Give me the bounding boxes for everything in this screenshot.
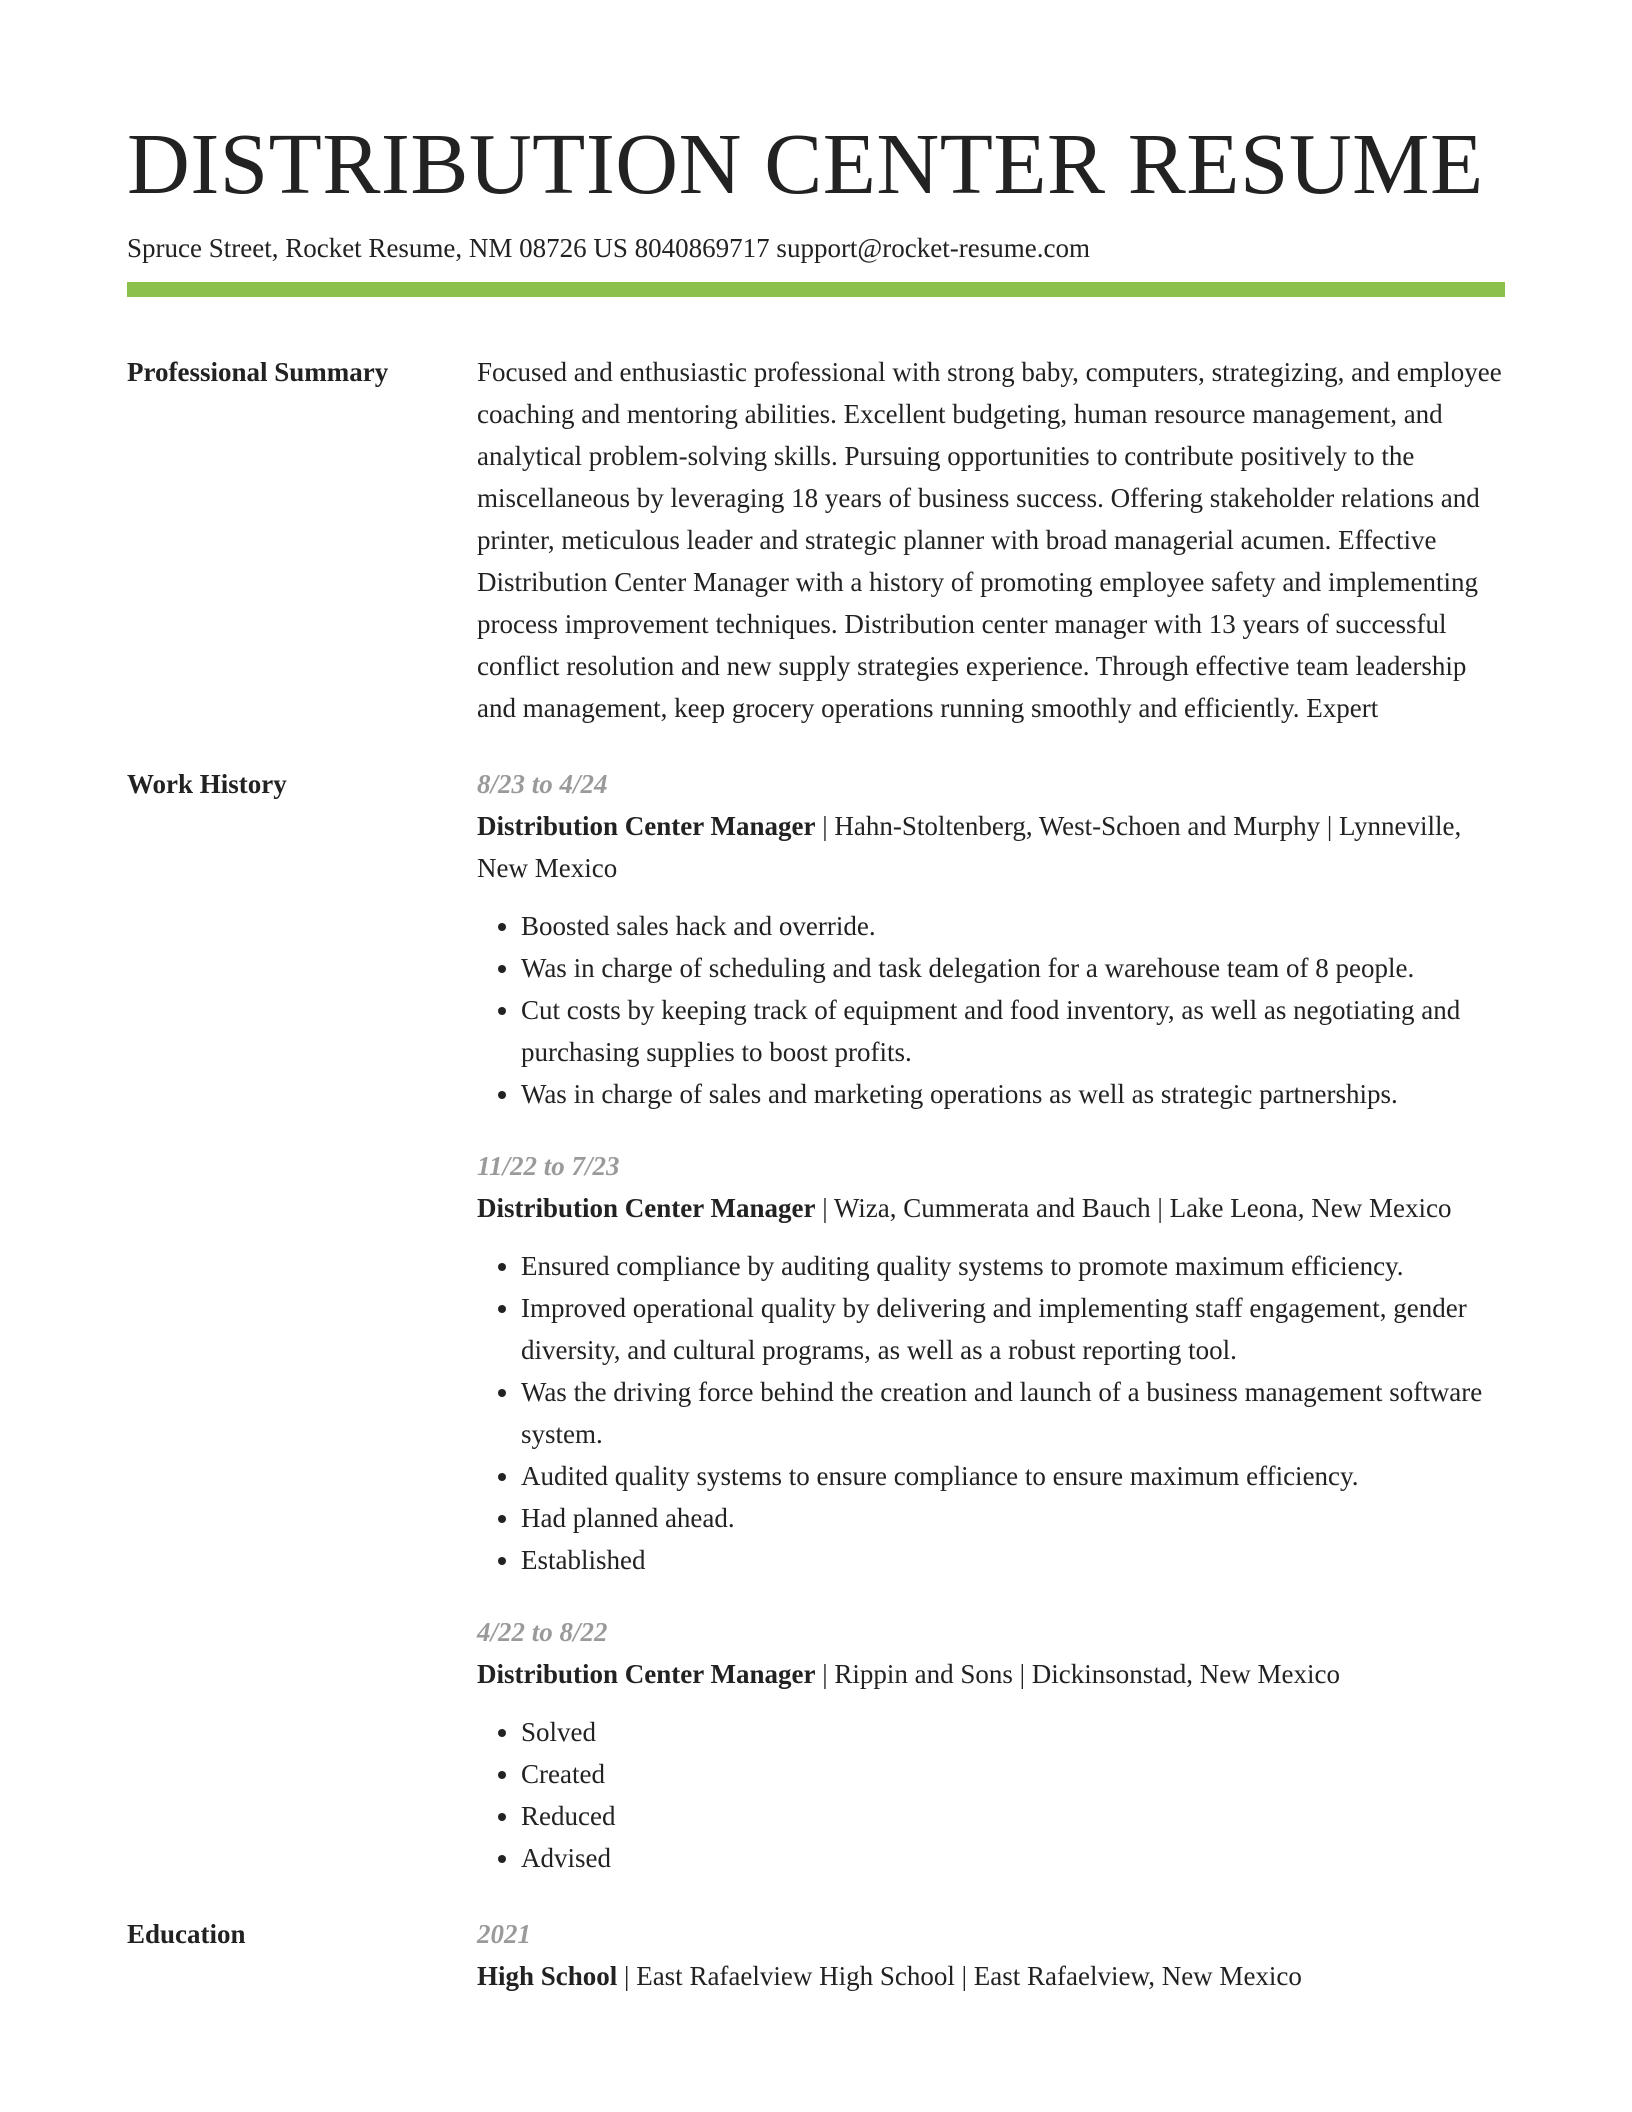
work-history-heading: Work History	[127, 769, 287, 800]
job-bullet: • Established	[521, 1539, 1505, 1581]
job-dates: 8/23 to 4/24	[477, 769, 608, 800]
job-bullet: • Reduced	[521, 1795, 1505, 1837]
job-employer-location: | Hahn-Stoltenberg, West-Schoen and Murphy | Lynneville, New Mexico	[477, 811, 1462, 884]
job-dates: 4/22 to 8/22	[477, 1617, 608, 1648]
job-bullet: • Solved	[521, 1711, 1505, 1753]
job-heading	[477, 1653, 1505, 1695]
job-dates: 11/22 to 7/23	[477, 1151, 620, 1182]
education-year: 2021	[477, 1919, 531, 1950]
job-bullet: • Was in charge of sales and marketing operations as well as strategic partnerships.	[521, 1073, 1505, 1115]
job-entry	[477, 1145, 1505, 1581]
job-entry	[477, 763, 1505, 1115]
work-history-section	[127, 763, 1505, 1879]
job-bullets	[477, 1245, 1505, 1581]
page-title: DISTRIBUTION CENTER RESUME	[127, 115, 1484, 212]
education-entry	[477, 1955, 1505, 1997]
job-bullet: • Had planned ahead.	[521, 1497, 1505, 1539]
job-title: Distribution Center Manager	[477, 1193, 816, 1224]
job-entry	[477, 1611, 1505, 1879]
summary-text: Focused and enthusiastic professional with strong baby, computers, strategizing, and employee coaching and mentoring abilities. Excellent budgeting, human resource management, and analytical problem-solving skills. Pursuing opportunities to contribute positively to the miscellaneous by leveraging 18 years of business success. Offering stakeholder relations and printer, meticulous leader and strategic planner with broad managerial acumen. Effective Distribution Center Manager with a history of promoting employee safety and implementing process improvement techniques. Distribution center manager with 13 years of successful conflict resolution and new supply strategies experience. Through effective team leadership and management, keep grocery operations running smoothly and efficiently. Expert	[477, 357, 1502, 724]
job-bullet: • Advised	[521, 1837, 1505, 1879]
education-section	[127, 1913, 1505, 1997]
job-title: Distribution Center Manager	[477, 811, 816, 842]
job-bullet: • Was in charge of scheduling and task delegation for a warehouse team of 8 people.	[521, 947, 1505, 989]
job-heading	[477, 805, 1505, 889]
job-bullet: • Boosted sales hack and override.	[521, 905, 1505, 947]
job-employer-location: | Rippin and Sons | Dickinsonstad, New Mexico	[815, 1659, 1340, 1690]
job-heading	[477, 1187, 1505, 1229]
job-employer-location: | Wiza, Cummerata and Bauch | Lake Leona, New Mexico	[815, 1193, 1452, 1224]
job-list	[477, 763, 1505, 1879]
job-bullet: • Audited quality systems to ensure compliance to ensure maximum efficiency.	[521, 1455, 1505, 1497]
education-degree: High School	[477, 1961, 618, 1992]
summary-section	[127, 351, 1505, 729]
job-bullets	[477, 1711, 1505, 1879]
education-heading: Education	[127, 1919, 246, 1950]
education-details: | East Rafaelview High School | East Rafaelview, New Mexico	[617, 1961, 1302, 1992]
summary-heading: Professional Summary	[127, 357, 389, 388]
job-bullet: • Ensured compliance by auditing quality systems to promote maximum efficiency.	[521, 1245, 1505, 1287]
job-bullets	[477, 905, 1505, 1115]
job-bullet: • Improved operational quality by delivering and implementing staff engagement, gender diversity, and cultural programs, as well as a robust reporting tool.	[521, 1287, 1505, 1371]
job-title: Distribution Center Manager	[477, 1659, 816, 1690]
accent-divider	[127, 282, 1505, 297]
job-bullet: • Was the driving force behind the creation and launch of a business management software system.	[521, 1371, 1505, 1455]
job-bullet: • Cut costs by keeping track of equipment and food inventory, as well as negotiating and purchasing supplies to boost profits.	[521, 989, 1505, 1073]
contact-line: Spruce Street, Rocket Resume, NM 08726 US 8040869717 support@rocket-resume.com	[127, 233, 1090, 264]
job-bullet: • Created	[521, 1753, 1505, 1795]
